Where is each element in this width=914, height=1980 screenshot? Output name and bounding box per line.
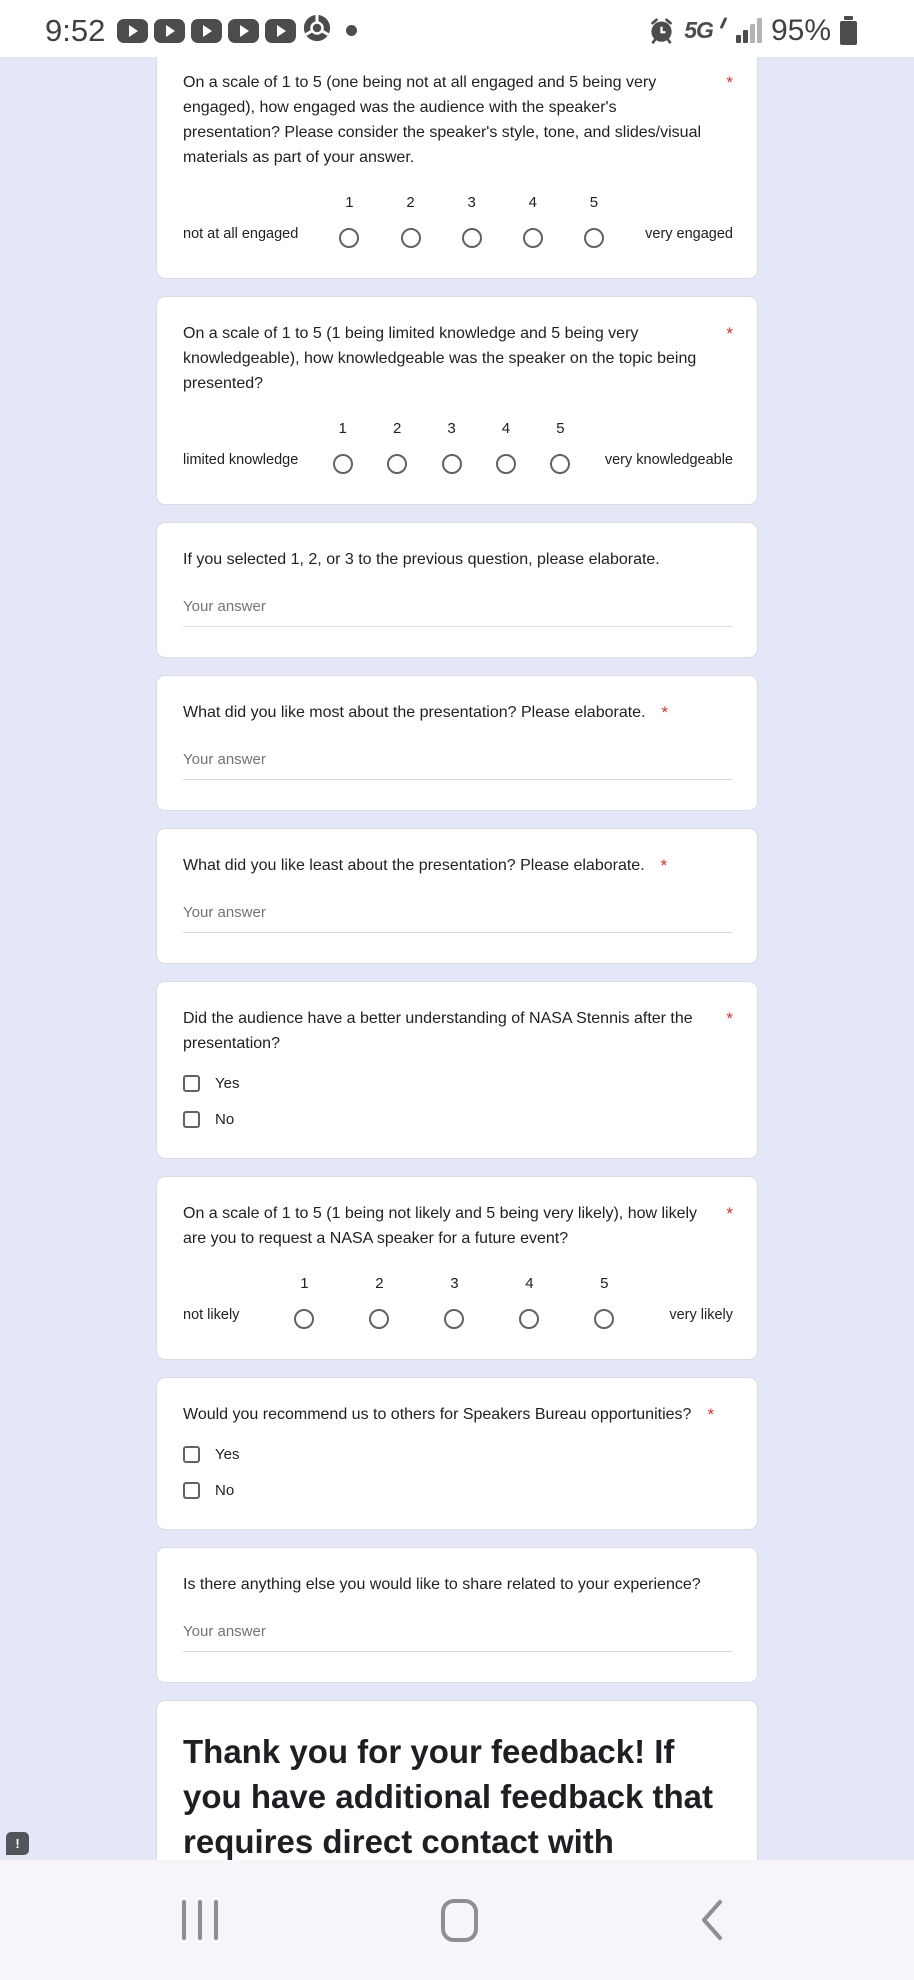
question-header [183, 700, 733, 725]
recents-button[interactable] [182, 1900, 218, 1940]
scale-high-label: very engaged [645, 226, 733, 242]
required-asterisk: * [707, 1405, 715, 1424]
question-card [156, 522, 758, 658]
scale-radio-3[interactable] [462, 228, 482, 248]
closing-message: Thank you for your feedback! If you have additional feedback that requires direct contact with [183, 1733, 713, 1860]
question-card [156, 981, 758, 1159]
question-title: On a scale of 1 to 5 (1 being limited knowledge and 5 being very knowledgeable), how knowledgeable was the speaker on the topic being presented? [183, 325, 697, 392]
form-page [0, 57, 914, 1860]
status-bar-left [45, 13, 357, 49]
scale-radio-1[interactable] [339, 228, 359, 248]
checkbox-option-no[interactable] [183, 1482, 733, 1499]
question-card [156, 828, 758, 964]
scale-radio-4[interactable] [519, 1309, 539, 1329]
scale-number: 5 [600, 1275, 609, 1292]
question-title: Did the audience have a better understanding of NASA Stennis after the presentation? [183, 1010, 693, 1052]
scale-low-label: limited knowledge [183, 452, 299, 468]
scale-radio-4[interactable] [523, 228, 543, 248]
question-title: If you selected 1, 2, or 3 to the previous question, please elaborate. [183, 551, 660, 568]
question-card [156, 1547, 758, 1683]
question-title: Would you recommend us to others for Speakers Bureau opportunities? [183, 1406, 692, 1423]
scale-low-label: not likely [183, 1307, 240, 1323]
scale-radio-3[interactable] [442, 454, 462, 474]
status-bar-right [648, 14, 857, 48]
scale-number: 1 [338, 420, 347, 437]
scale-radio-5[interactable] [550, 454, 570, 474]
scale-option-1 [339, 194, 359, 248]
play-triangle-icon [277, 25, 286, 37]
scale-option-2 [387, 420, 407, 474]
question-header [183, 1006, 733, 1056]
scale-radio-4[interactable] [496, 454, 516, 474]
home-icon [441, 1899, 478, 1942]
scale-option-2 [369, 1275, 389, 1329]
scale-option-5 [584, 194, 604, 248]
scale-radio-1[interactable] [294, 1309, 314, 1329]
question-title: What did you like most about the presentation? Please elaborate. [183, 704, 646, 721]
play-triangle-icon [166, 25, 175, 37]
notification-badge-icon[interactable] [6, 1832, 29, 1855]
youtube-icon [265, 19, 296, 43]
scale-option-1 [294, 1275, 314, 1329]
status-tick-icon [720, 16, 728, 28]
answer-input[interactable] [183, 598, 733, 627]
scale-number: 5 [556, 420, 565, 437]
scale-number: 1 [300, 1275, 309, 1292]
checkbox-option-yes[interactable] [183, 1075, 733, 1092]
youtube-icon [228, 19, 259, 43]
question-header [183, 853, 733, 878]
scale-option-4 [523, 194, 543, 248]
answer-input[interactable] [183, 1623, 733, 1652]
signal-strength-icon [736, 18, 762, 43]
scale-high-label: very knowledgeable [604, 452, 733, 468]
question-card [156, 296, 758, 505]
scale-options [239, 1275, 669, 1329]
checkbox-label: Yes [215, 1075, 240, 1092]
play-triangle-icon [203, 25, 212, 37]
scale-radio-2[interactable] [401, 228, 421, 248]
scale-radio-2[interactable] [387, 454, 407, 474]
scale-radio-5[interactable] [584, 228, 604, 248]
home-button[interactable] [441, 1899, 478, 1942]
scale-option-3 [442, 420, 462, 474]
clock: 9:52 [45, 12, 106, 48]
chrome-icon [302, 13, 332, 48]
scale-number: 4 [528, 194, 537, 211]
scale-number: 5 [589, 194, 599, 211]
linear-scale [183, 420, 733, 474]
scale-low-label: not at all engaged [183, 226, 299, 242]
scale-option-1 [333, 420, 353, 474]
required-asterisk: * [661, 703, 669, 722]
question-card [156, 57, 758, 279]
alarm-icon [648, 17, 675, 44]
scale-radio-2[interactable] [369, 1309, 389, 1329]
question-header [183, 1572, 733, 1597]
linear-scale [183, 1275, 733, 1329]
question-title: On a scale of 1 to 5 (1 being not likely and 5 being very likely), how likely are you to request a NASA speaker for a future event? [183, 1205, 698, 1247]
scale-option-2 [401, 194, 421, 248]
checkbox-group [183, 1075, 733, 1128]
checkbox-label: No [215, 1111, 235, 1128]
linear-scale [183, 194, 733, 248]
answer-input[interactable] [183, 751, 733, 780]
youtube-icon [117, 19, 148, 43]
scale-number: 2 [392, 420, 402, 437]
battery-icon [840, 16, 857, 45]
required-asterisk: * [726, 73, 733, 92]
checkbox-icon[interactable] [183, 1111, 200, 1128]
question-title: What did you like least about the presentation? Please elaborate. [183, 857, 645, 874]
navigation-bar [0, 1860, 914, 1980]
badge-glyph: ! [15, 1836, 20, 1851]
scale-number: 4 [525, 1275, 534, 1292]
question-header [183, 1402, 733, 1427]
question-card [156, 675, 758, 811]
back-chevron-icon [700, 1898, 724, 1942]
question-header [183, 547, 733, 572]
more-notifications-dot-icon [346, 25, 357, 36]
required-asterisk: * [726, 324, 733, 343]
checkbox-option-yes[interactable] [183, 1446, 733, 1463]
status-bar [0, 0, 914, 57]
checkbox-icon[interactable] [183, 1482, 200, 1499]
checkbox-label: Yes [215, 1446, 240, 1463]
back-button[interactable] [700, 1898, 724, 1942]
question-title: Is there anything else you would like to share related to your experience? [183, 1576, 701, 1593]
scale-option-4 [496, 420, 516, 474]
required-asterisk: * [660, 856, 668, 875]
scale-option-3 [462, 194, 482, 248]
scale-options [298, 420, 605, 474]
scale-number: 2 [375, 1275, 384, 1292]
scale-radio-3[interactable] [444, 1309, 464, 1329]
notification-icons [117, 13, 357, 48]
play-triangle-icon [240, 25, 249, 37]
question-header [183, 70, 733, 170]
question-card [156, 1377, 758, 1530]
question-title: On a scale of 1 to 5 (one being not at all engaged and 5 being very engaged), how engaged was the audience with the speaker's presentation? Please consider the speaker's style, tone, and slides/visual materials as part of your answer. [183, 74, 702, 166]
checkbox-group [183, 1446, 733, 1499]
scale-number: 3 [450, 1275, 459, 1292]
scale-option-3 [444, 1275, 464, 1329]
answer-input[interactable] [183, 904, 733, 933]
closing-card [156, 1700, 758, 1860]
youtube-icon [154, 19, 185, 43]
scale-option-5 [550, 420, 570, 474]
recents-icon [182, 1900, 218, 1940]
question-header [183, 1201, 733, 1251]
play-triangle-icon [129, 25, 138, 37]
scale-number: 3 [447, 420, 456, 437]
question-cards [156, 57, 758, 1860]
scale-number: 2 [406, 194, 415, 211]
scale-high-label: very likely [669, 1307, 733, 1323]
checkbox-option-no[interactable] [183, 1111, 733, 1128]
scale-options [298, 194, 645, 248]
scale-radio-5[interactable] [594, 1309, 614, 1329]
scale-number: 4 [501, 420, 511, 437]
checkbox-icon[interactable] [183, 1446, 200, 1463]
scale-option-5 [594, 1275, 614, 1329]
scale-option-4 [519, 1275, 539, 1329]
youtube-icon [191, 19, 222, 43]
scale-number: 1 [345, 194, 354, 211]
scale-number: 3 [467, 194, 476, 211]
question-card [156, 1176, 758, 1360]
question-header [183, 321, 733, 396]
scale-radio-1[interactable] [333, 454, 353, 474]
network-5g-indicator: 5G [684, 17, 713, 43]
required-asterisk: * [726, 1009, 733, 1028]
required-asterisk: * [726, 1204, 733, 1223]
checkbox-label: No [215, 1482, 235, 1499]
checkbox-icon[interactable] [183, 1075, 200, 1092]
battery-percentage: 95% [770, 13, 831, 47]
